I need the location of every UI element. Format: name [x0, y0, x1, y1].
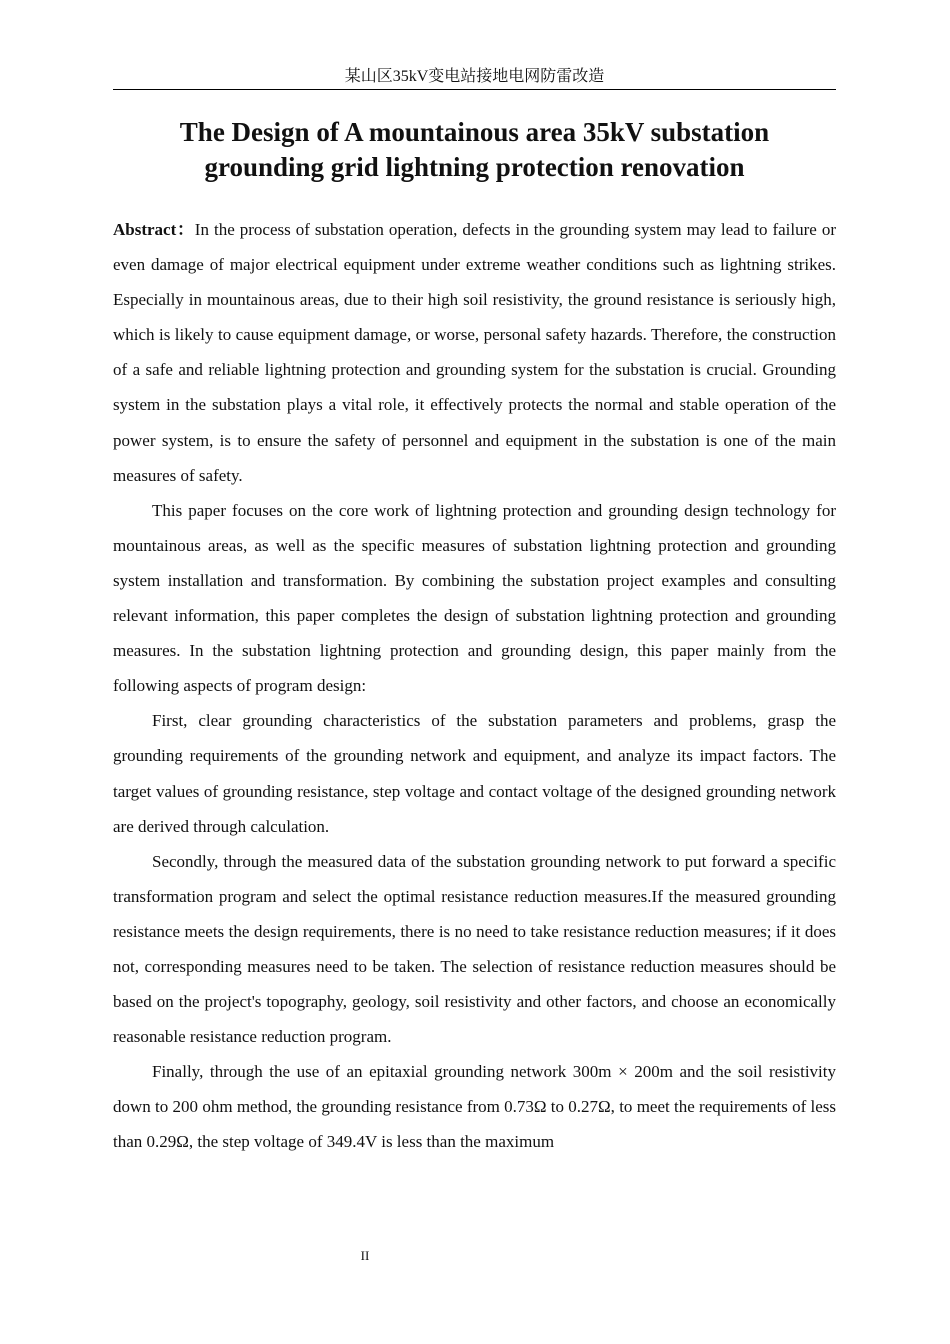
abstract-paragraph-5: Finally, through the use of an epitaxial grounding network 300m × 200m and the soil resistivity down to 200 ohm method, the grounding resistance from 0.73Ω to 0.27Ω, to meet the requirements of less than 0.29Ω, the step voltage of 349.4V is less than the maximum — [113, 1062, 836, 1152]
abstract-paragraph-2: This paper focuses on the core work of lightning protection and grounding design technology for mountainous areas, as well as the specific measures of substation lightning protection and grounding system installation and transformation. By combining the substation project examples and consulting relevant information, this paper completes the design of substation lightning protection and grounding measures. In the substation lightning protection and grounding design, this paper mainly from the following aspects of program design: — [113, 500, 836, 696]
title-line-2: grounding grid lightning protection renovation — [204, 152, 745, 182]
abstract-paragraph-1 — [113, 212, 836, 493]
running-header: 某山区35kV变电站接地电网防雷改造 — [113, 66, 836, 90]
abstract-paragraph-1-text: In the process of substation operation, defects in the grounding system may lead to failure or even damage of major electrical equipment under extreme weather conditions such as lightning strikes. Especially in mountainous areas, due to their high soil resistivity, the ground resistance is seriously high, which is likely to cause equipment damage, or worse, personal safety hazards. Therefore, the construction of a safe and reliable lightning protection and grounding system for the substation is crucial. Grounding system in the substation plays a vital role, it effectively protects the normal and stable operation of the power system, is to ensure the safety of personnel and equipment in the substation is one of the main measures of safety. — [113, 220, 837, 485]
title-line-1: The Design of A mountainous area 35kV substation — [179, 117, 770, 147]
abstract-paragraph-3: First, clear grounding characteristics of the substation parameters and problems, grasp the grounding requirements of the grounding network and equipment, and analyze its impact factors. The target values of grounding resistance, step voltage and contact voltage of the designed grounding network are derived through calculation. — [113, 711, 836, 836]
abstract-body — [113, 212, 836, 1160]
document-title — [113, 115, 836, 185]
page-number: II — [360, 1248, 370, 1263]
abstract-paragraph-4: Secondly, through the measured data of the substation grounding network to put forward a specific transformation program and select the optimal resistance reduction measures.If the measured grounding resistance meets the design requirements, there is no need to take resistance reduction measures; if it does not, corresponding measures need to be taken. The selection of resistance reduction measures should be based on the project's topography, geology, soil resistivity and other factors, and choose an economically reasonable resistance reduction program. — [113, 851, 836, 1047]
abstract-label: Abstract： — [113, 220, 195, 239]
